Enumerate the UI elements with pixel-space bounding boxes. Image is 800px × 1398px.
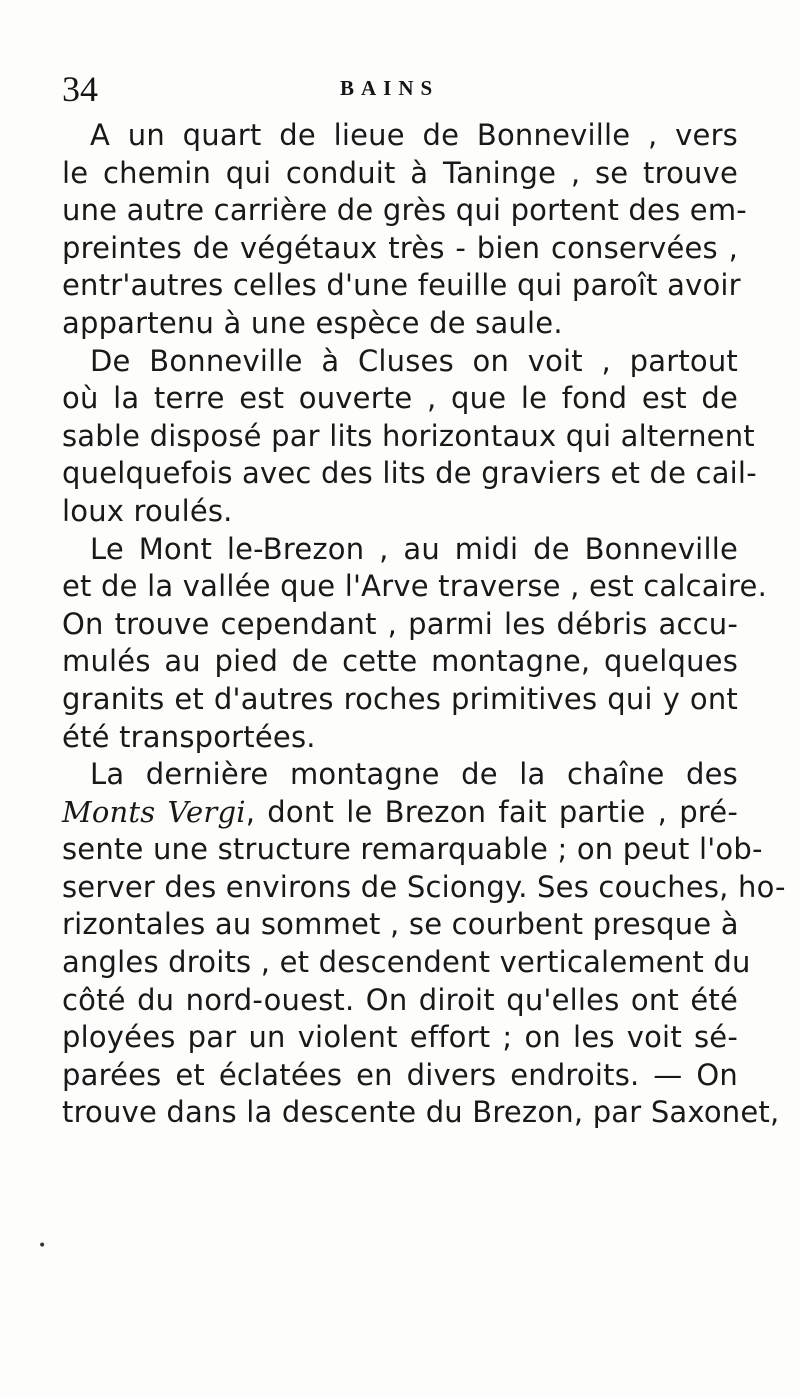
- page-header: [62, 64, 742, 114]
- text-line: sente une structure remarquable ; on peut l'ob-: [62, 832, 763, 867]
- page-number: 34: [62, 69, 98, 109]
- text-line: rizontales au sommet , se courbent presque à: [62, 907, 739, 942]
- text-line: ployées par un violent effort ; on les voit sé-: [62, 1020, 738, 1055]
- text-line: parées et éclatées en divers endroits. — On: [62, 1057, 738, 1092]
- text-line: sable disposé par lits horizontaux qui alternent: [62, 418, 755, 453]
- text-line: où la terre est ouverte , que le fond est de: [62, 381, 738, 416]
- text-line: angles droits , et descendent verticalement du: [62, 945, 751, 980]
- text-line: et de la vallée que l'Arve traverse , est calcaire.: [62, 569, 767, 604]
- line-remainder: , dont le Brezon fait partie , pré-: [245, 794, 738, 829]
- running-head: BAINS: [340, 76, 440, 100]
- text-line: le chemin qui conduit à Taninge , se trouve: [62, 155, 738, 190]
- margin-mark: •: [38, 1238, 47, 1254]
- italic-phrase: Monts Vergi: [62, 794, 246, 829]
- text-line: La dernière montagne de la chaîne des: [90, 757, 738, 792]
- text-line: A un quart de lieue de Bonneville , vers: [90, 118, 738, 152]
- text-line: loux roulés.: [62, 493, 233, 528]
- text-line: granits et d'autres roches primitives qui y ont: [62, 681, 738, 716]
- body-text: [62, 117, 786, 1132]
- text-line: De Bonneville à Cluses on voit , partout: [90, 343, 738, 378]
- text-line: été transportées.: [62, 719, 316, 754]
- text-line: quelquefois avec des lits de graviers et de cail-: [62, 456, 757, 491]
- text-line: entr'autres celles d'une feuille qui paroît avoir: [62, 268, 741, 303]
- text-line: trouve dans la descente du Brezon, par Saxonet,: [62, 1095, 780, 1130]
- text-line-with-italic: [62, 794, 738, 832]
- text-line: Le Mont le-Brezon , au midi de Bonneville: [90, 531, 738, 566]
- text-line: appartenu à une espèce de saule.: [62, 305, 563, 340]
- text-line: preintes de végétaux très - bien conservées ,: [62, 230, 738, 265]
- text-line: côté du nord-ouest. On diroit qu'elles ont été: [62, 982, 738, 1017]
- text-line: On trouve cependant , parmi les débris accu-: [62, 606, 738, 641]
- text-line: mulés au pied de cette montagne, quelques: [62, 644, 738, 679]
- text-line: server des environs de Sciongy. Ses couches, ho-: [62, 869, 786, 904]
- text-line: une autre carrière de grès qui portent des em-: [62, 193, 747, 228]
